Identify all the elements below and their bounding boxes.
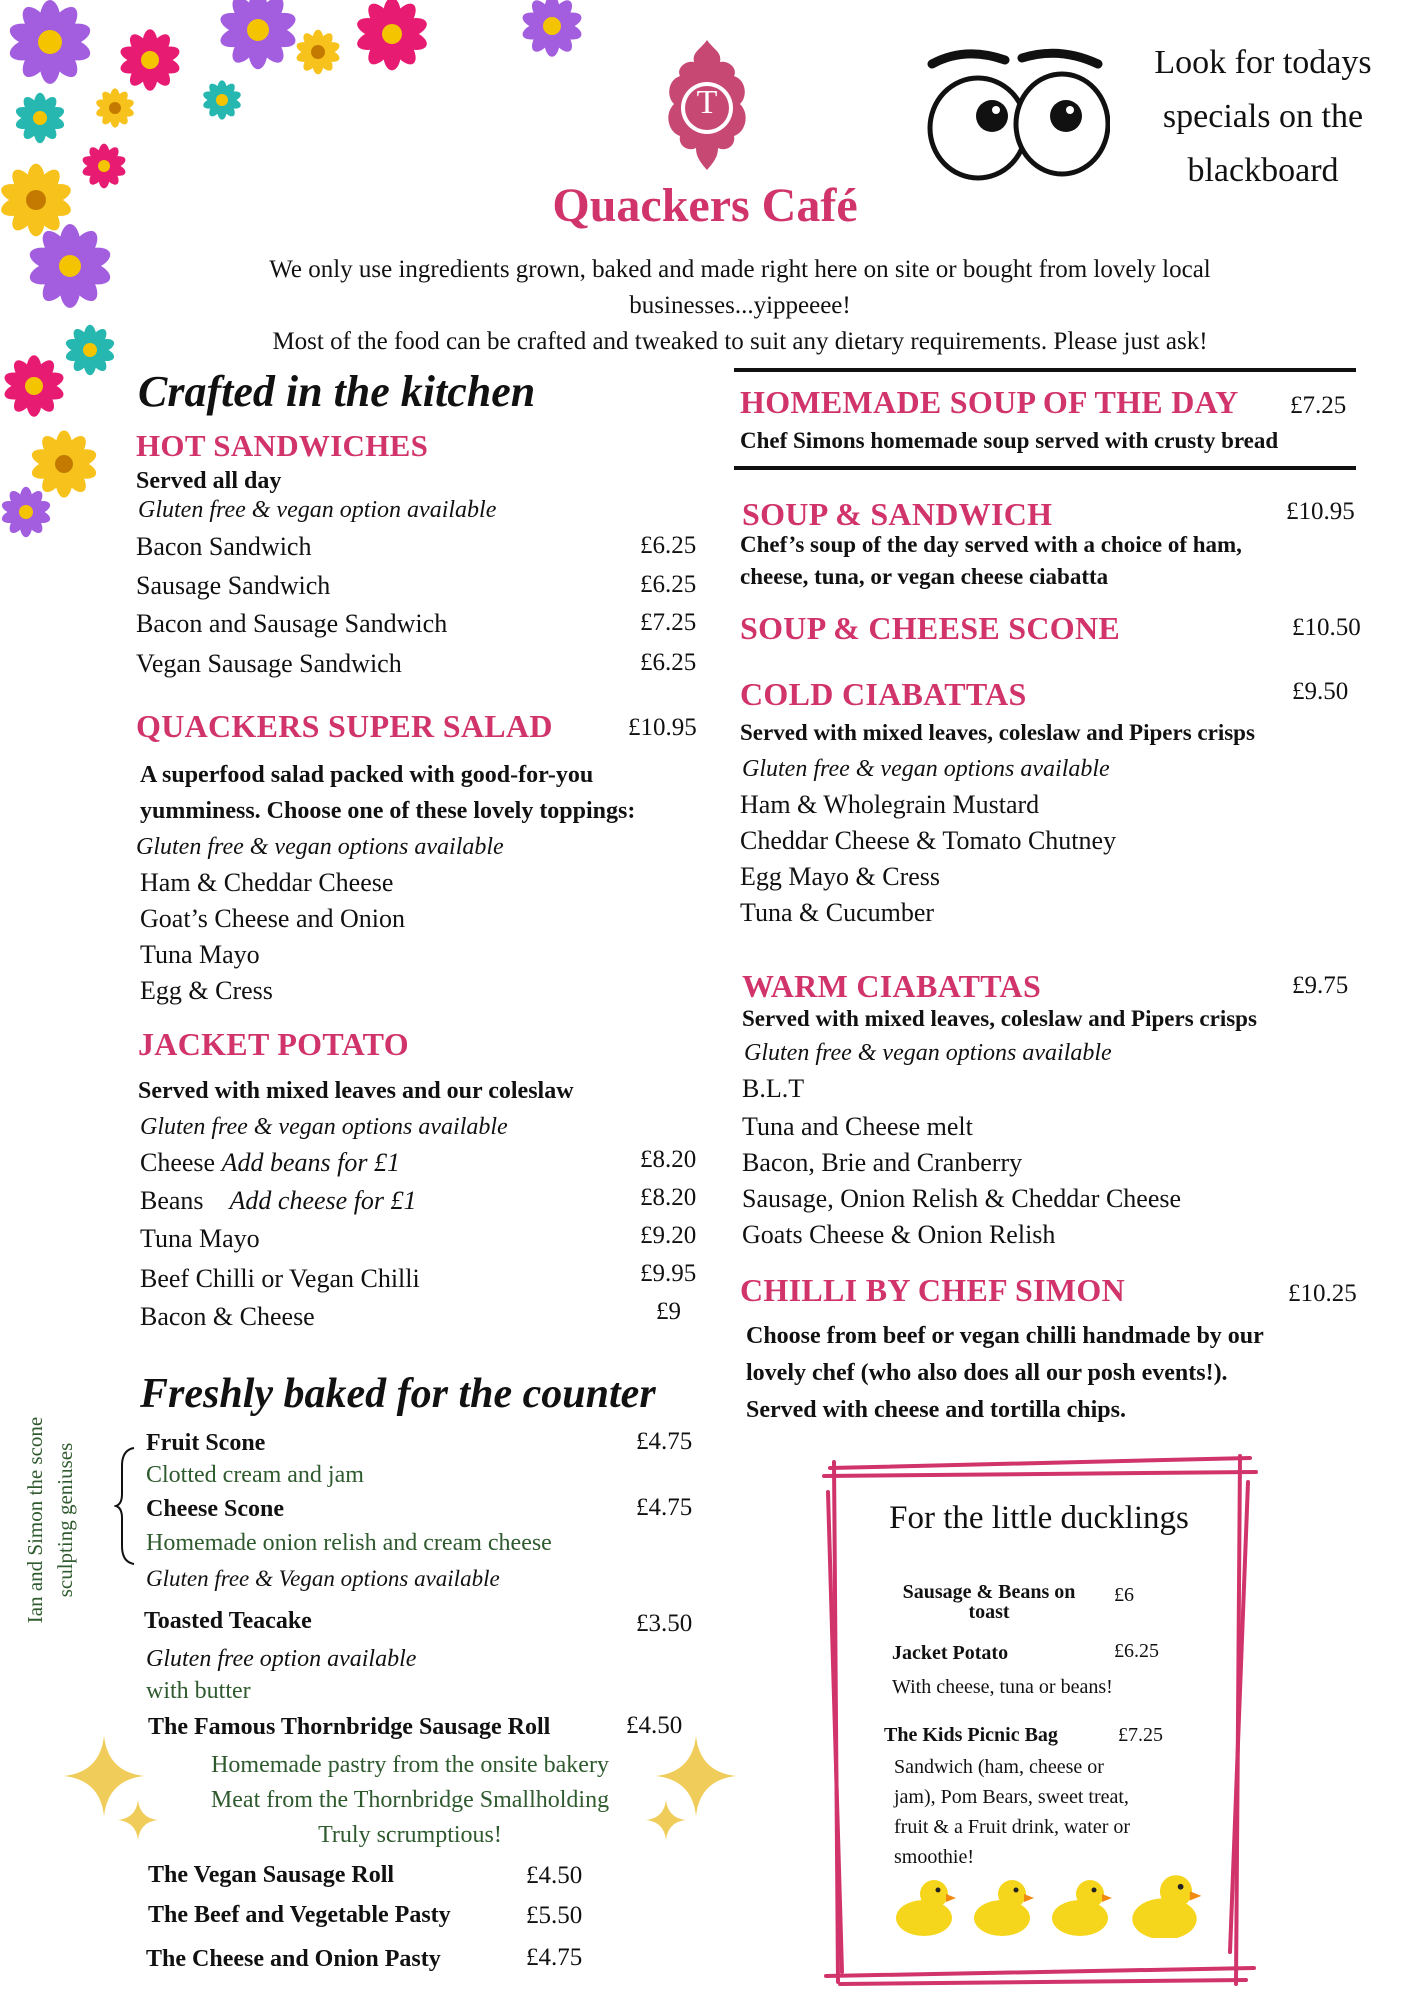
chilli-title: CHILLI BY CHEF SIMON	[740, 1272, 1126, 1308]
desc-line: Served with cheese and tortilla chips.	[746, 1397, 1126, 1423]
menu-item-price: £9	[656, 1298, 681, 1325]
desc-line: Choose from beef or vegan chilli handmade by our	[746, 1323, 1264, 1349]
kids-item-name: The Kids Picnic Bag	[884, 1724, 1058, 1746]
menu-item-name: Sausage Sandwich	[136, 571, 331, 600]
item-extra: Add cheese for £1	[229, 1186, 417, 1215]
menu-item-price: £9.20	[640, 1222, 697, 1249]
cold-ciabattas-note: Gluten free & vegan options available	[742, 756, 1110, 782]
cafe-logo	[662, 40, 752, 170]
salad-title: QUACKERS SUPER SALAD	[136, 708, 553, 744]
soup-scone-price: £10.50	[1292, 614, 1361, 641]
menu-item-name: Beef Chilli or Vegan Chilli	[140, 1264, 420, 1293]
chilli-desc	[746, 1318, 1264, 1429]
intro-text	[160, 252, 1320, 360]
intro-line: Most of the food can be crafted and tweaked to suit any dietary requirements. Please just ask!	[272, 328, 1208, 355]
kids-title: For the little ducklings	[889, 1500, 1189, 1536]
sausage-roll-price: £4.50	[626, 1712, 683, 1739]
jacket-desc: Served with mixed leaves and our coleslaw	[138, 1078, 574, 1104]
specials-line: Look for todays	[1154, 44, 1372, 81]
specials-note	[1118, 36, 1408, 198]
item-name: Cheese	[140, 1148, 216, 1177]
cheese-pasty-name: The Cheese and Onion Pasty	[146, 1946, 441, 1972]
salad-desc: yumminess. Choose one of these lovely toppings:	[140, 798, 636, 824]
menu-item-name	[140, 1148, 400, 1178]
name-line: toast	[968, 1601, 1010, 1623]
warm-ciabattas-desc: Served with mixed leaves, coleslaw and Pipers crisps	[742, 1006, 1257, 1031]
menu-item-price: £7.25	[640, 609, 697, 636]
vegan-roll-price: £4.50	[526, 1862, 583, 1889]
desc-line: fruit & a Fruit drink, water or	[894, 1816, 1131, 1838]
menu-item-name: Bacon & Cheese	[140, 1302, 315, 1331]
menu-item-name: Ham & Wholegrain Mustard	[740, 790, 1040, 819]
hot-sandwiches-title: HOT SANDWICHES	[136, 428, 429, 463]
cold-ciabattas-title: COLD CIABATTAS	[740, 676, 1027, 712]
desc-line: smoothie!	[894, 1846, 974, 1868]
soup-desc: Chef Simons homemade soup served with crusty bread	[740, 428, 1279, 453]
soup-sandwich-desc: cheese, tuna, or vegan cheese ciabatta	[740, 564, 1109, 589]
hot-sandwiches-note: Gluten free & vegan option available	[138, 497, 497, 523]
kids-item-name	[884, 1582, 1094, 1622]
intro-line: businesses...yippeeee!	[629, 292, 851, 319]
divider	[734, 368, 1356, 372]
salad-note: Gluten free & vegan options available	[136, 834, 504, 860]
soup-title: HOMEMADE SOUP OF THE DAY	[740, 384, 1239, 420]
cold-ciabattas-price: £9.50	[1292, 678, 1349, 705]
warm-ciabattas-title: WARM CIABATTAS	[742, 968, 1042, 1004]
warm-ciabattas-price: £9.75	[1292, 972, 1349, 999]
cheese-scone-desc: Homemade onion relish and cream cheese	[146, 1530, 552, 1556]
warm-ciabattas-note: Gluten free & vegan options available	[744, 1040, 1112, 1066]
teacake-note: with butter	[146, 1678, 251, 1704]
cold-ciabattas-desc: Served with mixed leaves, coleslaw and Pipers crisps	[740, 720, 1255, 745]
salad-desc: A superfood salad packed with good-for-you	[140, 762, 594, 788]
beef-pasty-name: The Beef and Vegetable Pasty	[148, 1902, 451, 1928]
menu-item-name: Ham & Cheddar Cheese	[140, 868, 394, 897]
menu-item-name: Tuna Mayo	[140, 940, 260, 969]
menu-item-name: Egg Mayo & Cress	[740, 862, 941, 891]
item-extra: Add beans for £1	[221, 1148, 400, 1177]
menu-item-name: Bacon, Brie and Cranberry	[742, 1148, 1023, 1177]
soup-sandwich-desc: Chef’s soup of the day served with a choice of ham,	[740, 532, 1242, 557]
soup-scone-title: SOUP & CHEESE SCONE	[740, 610, 1121, 646]
menu-item-name	[140, 1186, 417, 1216]
menu-item-price: £8.20	[640, 1184, 697, 1211]
sparkle-icon	[640, 1736, 740, 1846]
salad-price: £10.95	[628, 714, 697, 741]
kids-item-desc	[894, 1752, 1130, 1872]
kids-item-name: Jacket Potato	[892, 1642, 1009, 1664]
menu-item-price: £9.95	[640, 1260, 697, 1287]
scone-note: Gluten free & Vegan options available	[146, 1566, 500, 1591]
cheese-scone-price: £4.75	[636, 1494, 693, 1521]
specials-line: specials on the	[1162, 98, 1364, 135]
fruit-scone-price: £4.75	[636, 1428, 693, 1455]
soup-sandwich-price: £10.95	[1286, 498, 1355, 525]
teacake-price: £3.50	[636, 1610, 693, 1637]
side-note-line: sculpting geniuses	[53, 1442, 77, 1598]
desc-line: Truly scrumptious!	[318, 1822, 502, 1848]
desc-line: Homemade pastry from the onsite bakery	[211, 1752, 609, 1778]
soup-price: £7.25	[1290, 392, 1347, 419]
menu-item-name: Tuna Mayo	[140, 1224, 260, 1253]
soup-sandwich-title: SOUP & SANDWICH	[742, 496, 1053, 532]
menu-item-name: Sausage, Onion Relish & Cheddar Cheese	[742, 1184, 1182, 1213]
vegan-roll-name: The Vegan Sausage Roll	[148, 1862, 395, 1888]
menu-item-price: £6.25	[640, 571, 697, 598]
menu-item-name: Cheddar Cheese & Tomato Chutney	[740, 826, 1117, 855]
kitchen-heading: Crafted in the kitchen	[138, 367, 536, 416]
sausage-roll-desc	[150, 1748, 670, 1853]
brace-icon	[114, 1446, 138, 1566]
menu-item-name: Egg & Cress	[140, 976, 273, 1005]
jacket-title: JACKET POTATO	[138, 1026, 409, 1062]
desc-line: jam), Pom Bears, sweet treat,	[894, 1786, 1129, 1808]
eyes-icon	[920, 44, 1110, 184]
fruit-scone-desc: Clotted cream and jam	[146, 1462, 364, 1488]
sparkle-icon	[64, 1736, 164, 1846]
kids-item-price: £6.25	[1114, 1640, 1159, 1662]
beef-pasty-price: £5.50	[526, 1902, 583, 1929]
menu-item-name: Vegan Sausage Sandwich	[136, 649, 402, 678]
item-name: Beans	[140, 1186, 204, 1215]
teacake-name: Toasted Teacake	[144, 1608, 312, 1634]
fruit-scone-name: Fruit Scone	[146, 1430, 266, 1456]
rubber-ducks-icon	[894, 1868, 1210, 1938]
counter-heading: Freshly baked for the counter	[140, 1371, 656, 1417]
chilli-price: £10.25	[1288, 1280, 1357, 1307]
intro-line: We only use ingredients grown, baked and made right here on site or bought from lovely local	[269, 256, 1211, 283]
name-line: Sausage & Beans on	[902, 1581, 1076, 1603]
menu-item-price: £6.25	[640, 532, 697, 559]
menu-item-name: Tuna & Cucumber	[740, 898, 935, 927]
teacake-note: Gluten free option available	[146, 1646, 417, 1672]
menu-item-name: Bacon Sandwich	[136, 532, 312, 561]
menu-item-name: B.L.T	[742, 1074, 805, 1103]
kids-item-price: £7.25	[1118, 1724, 1163, 1746]
side-note-line: Ian and Simon the scone	[23, 1416, 47, 1624]
menu-item-price: £8.20	[640, 1146, 697, 1173]
menu-item-name: Bacon and Sausage Sandwich	[136, 609, 448, 638]
desc-line: Sandwich (ham, cheese or	[894, 1756, 1104, 1778]
divider	[734, 466, 1356, 470]
kids-item-price: £6	[1114, 1584, 1134, 1606]
cheese-pasty-price: £4.75	[526, 1944, 583, 1971]
menu-item-name: Goat’s Cheese and Onion	[140, 904, 406, 933]
kids-item-desc: With cheese, tuna or beans!	[892, 1676, 1113, 1698]
menu-item-name: Tuna and Cheese melt	[742, 1112, 973, 1141]
logo-letter: T	[696, 84, 718, 121]
specials-line: blackboard	[1187, 152, 1339, 189]
side-note	[20, 1400, 80, 1640]
desc-line: Meat from the Thornbridge Smallholding	[210, 1787, 610, 1813]
jacket-note: Gluten free & vegan options available	[140, 1114, 508, 1140]
sausage-roll-name: The Famous Thornbridge Sausage Roll	[148, 1714, 551, 1740]
desc-line: lovely chef (who also does all our posh events!).	[746, 1360, 1228, 1386]
page-title: Quackers Café	[552, 179, 858, 232]
menu-item-price: £6.25	[640, 649, 697, 676]
menu-item-name: Goats Cheese & Onion Relish	[742, 1220, 1056, 1249]
cheese-scone-name: Cheese Scone	[146, 1496, 284, 1522]
hot-sandwiches-sub: Served all day	[136, 468, 282, 494]
